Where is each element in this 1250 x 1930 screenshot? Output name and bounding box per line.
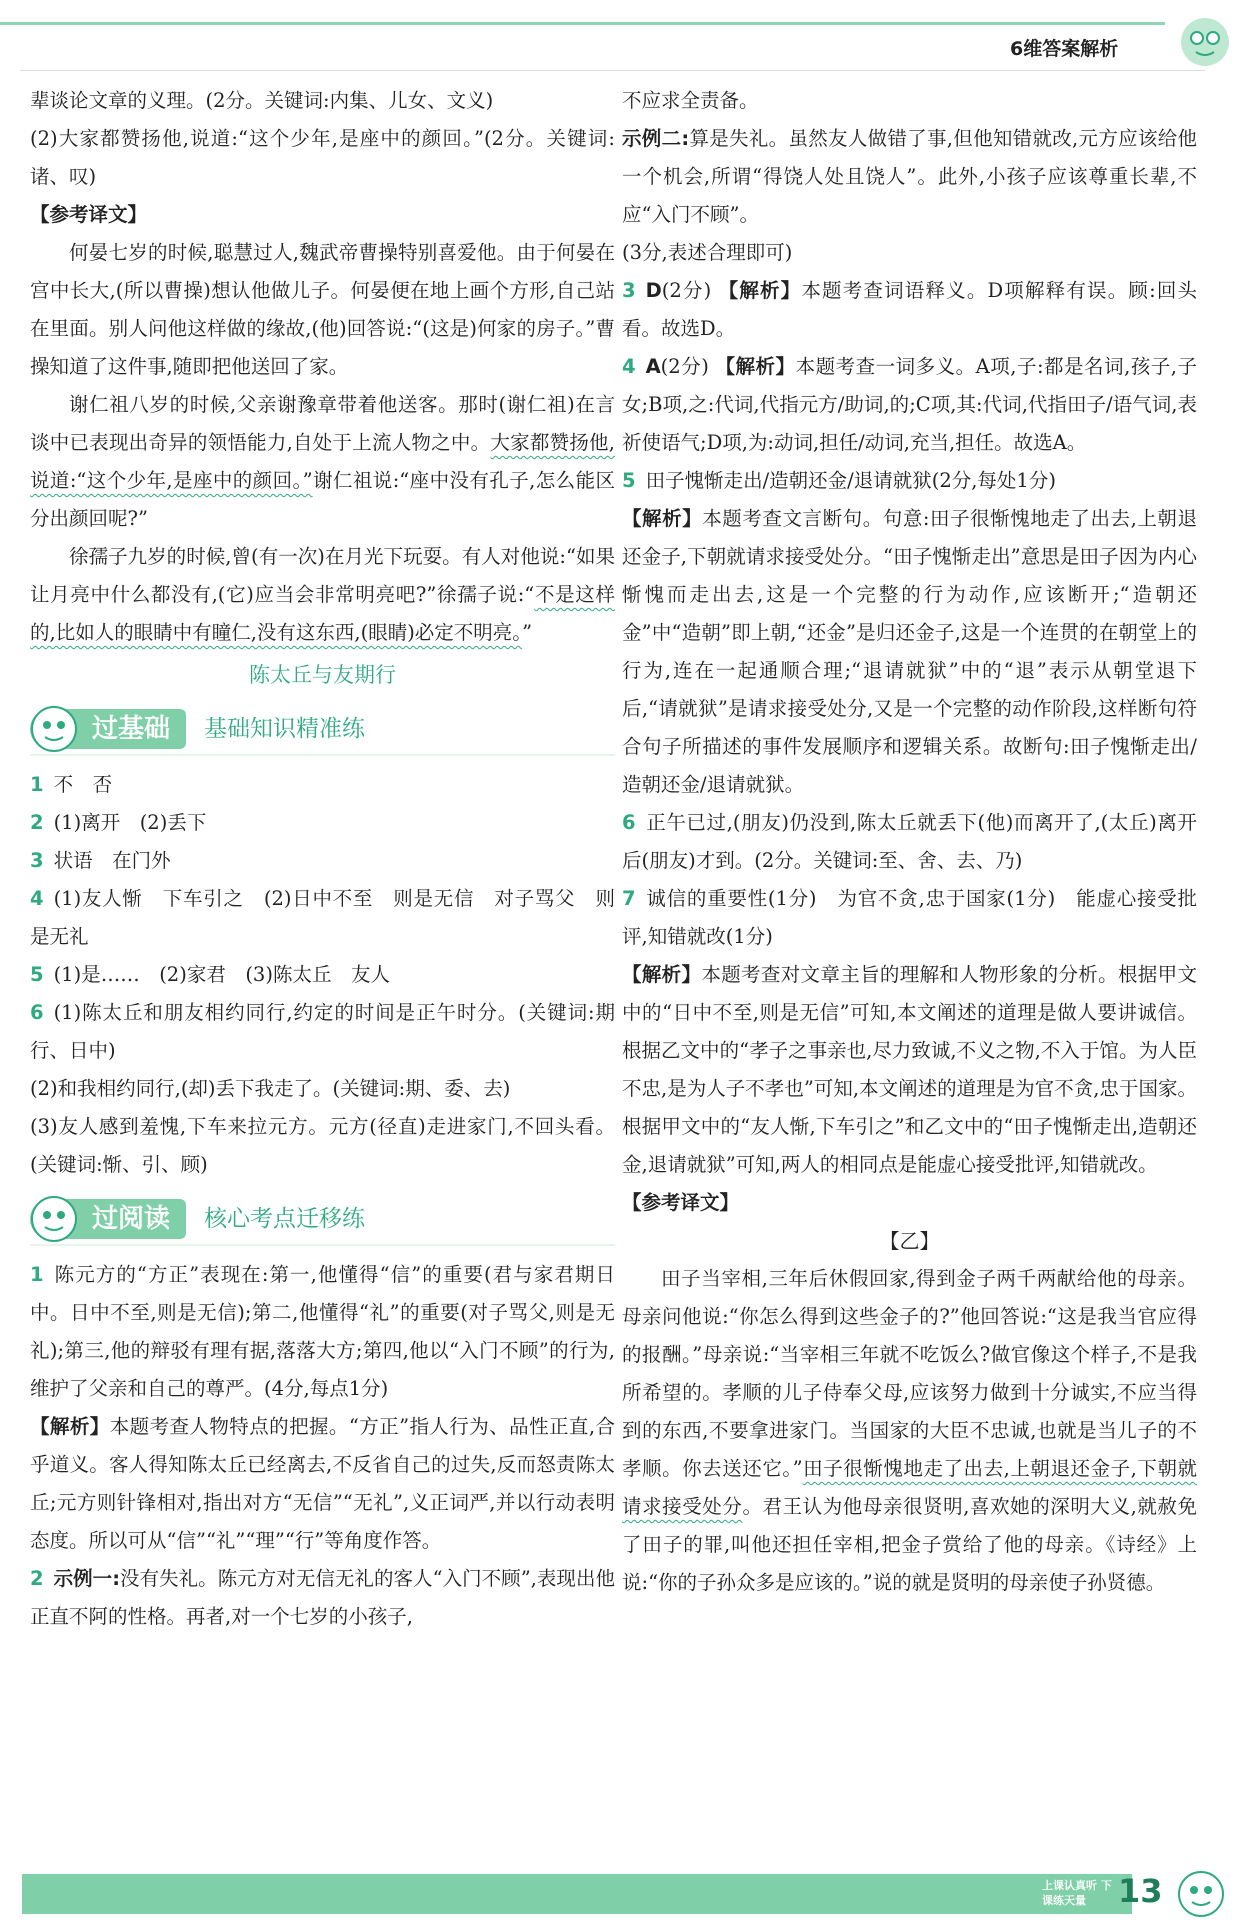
header-bar <box>0 22 1165 25</box>
underlined-text: 田子很惭愧地走了出去,上朝退还金子,下朝就请求接受处分 <box>622 1457 1197 1518</box>
text-span: 田子当宰相,三年后休假回家,得到金子两千两献给他的母亲。母亲问他说:“你怎么得到这些金子的?”他回答说:“这是我当官应得的报酬。”母亲说:“当宰相三年就不吃饭么?做官像这个样子,不是我所希望的。孝顺的儿子侍奉父母,应该努力做到十分诚实,不应当得到的东西,不要拿进家门。当国家的大臣不忠诚,也就是当儿子的不孝顺。你去送还它。” <box>622 1267 1197 1480</box>
answer-item <box>30 994 615 1070</box>
score: (2分) <box>661 279 712 302</box>
item-number: 4 <box>30 887 44 910</box>
answer-item <box>30 1560 615 1636</box>
item-number: 1 <box>30 773 44 796</box>
text-span: 谢仁祖八岁的时候,父亲谢豫章带着他送客。那时(谢仁祖)在言谈中已表现出奇异的领悟能力,自处于上流人物之中。 <box>30 393 615 454</box>
analysis-text: 本题考查一词多义。A项,子:都是名词,孩子,子女;B项,之:代词,代指元方/助词,的;C项,其:代词,代指田子/语气词,表祈使语气;D项,为:动词,担任/动词,充当,担任。故选A。 <box>622 355 1198 454</box>
answer-text: 正午已过,(朋友)仍没到,陈太丘就丢下(他)而离开了,(太丘)离开后(朋友)才到。(2分。关键词:至、舍、去、乃) <box>622 811 1197 872</box>
answer-text: 算是失礼。虽然友人做错了事,但他知错就改,元方应该给他一个机会,所谓“得饶人处且饶人”。此外,小孩子应该尊重长辈,不应“入门不顾”。 <box>622 127 1197 226</box>
analysis-text: 本题考查对文章主旨的理解和人物形象的分析。根据甲文中的“日中不至,则是无信”可知,本文阐述的道理是做人要讲诚信。根据乙文中的“孝子之事亲也,尽力致诚,不义之物,不入于馆。为人臣不忠,是为人子不孝也”可知,本文阐述的道理是为官不贪,忠于国家。根据甲文中的“友人惭,下车引之”和乙文中的“田子愧惭走出,造朝还金,退请就狱”可知,两人的相同点是能虚心接受批评,知错就改。 <box>622 963 1197 1176</box>
text-line: (2)和我相约同行,(却)丢下我走了。(关键词:期、委、去) <box>30 1077 511 1100</box>
section-banner-basic <box>30 706 615 752</box>
answer-choice: A <box>645 355 661 378</box>
analysis-label: 【解析】 <box>715 355 796 378</box>
mascot-icon <box>1170 1866 1232 1921</box>
answer-item <box>622 880 1197 956</box>
answer-item <box>30 880 615 956</box>
item-number: 6 <box>30 1001 44 1024</box>
answer-text: 不 否 <box>53 773 113 796</box>
page-number: 13 <box>1118 1872 1163 1910</box>
underlined-text: 大家都赞扬他,说道:“这个少年,是座中的颜回。” <box>30 431 615 492</box>
banner-rule <box>30 754 615 756</box>
analysis-label: 【解析】 <box>622 963 702 986</box>
item-number: 5 <box>30 963 44 986</box>
underlined-text: 不是这样的,比如人的眼睛中有瞳仁,没有这东西,(眼睛)必定不明亮。 <box>30 583 615 644</box>
analysis <box>30 1408 615 1560</box>
banner-subtitle: 核心考点迁移练 <box>204 1206 366 1232</box>
translation-paragraph <box>30 386 615 538</box>
answer-text: 状语 在门外 <box>53 849 171 872</box>
item-number: 2 <box>30 811 44 834</box>
example-label: 示例一: <box>53 1567 121 1590</box>
cartoon-face-icon <box>26 703 82 755</box>
answer-text: 没有失礼。陈元方对无信无礼的客人“入门不顾”,表现出他正直不阿的性格。再者,对一个七岁的小孩子, <box>30 1567 615 1628</box>
text-line: (3)友人感到羞愧,下车来拉元方。元方(径直)走进家门,不回头看。(关键词:惭、引、顾) <box>30 1115 615 1176</box>
answer-text: 诚信的重要性(1分) 为官不贪,忠于国家(1分) 能虚心接受批评,知错就改(1分) <box>622 887 1197 948</box>
answer-text: 陈元方的“方正”表现在:第一,他懂得“信”的重要(君与家君期日中。日中不至,则是无信);第二,他懂得“礼”的重要(对子骂父,则是无礼);第三,他的辩驳有理有据,落落大方;第四,他以“入门不顾”的行为,维护了父亲和自己的尊严。(4分,每点1分) <box>30 1263 615 1400</box>
answer-item <box>30 766 615 804</box>
item-number: 3 <box>30 849 44 872</box>
banner-text: 过阅读 <box>92 1204 171 1234</box>
example-label: 示例二: <box>622 127 690 150</box>
example-block <box>622 120 1197 234</box>
section-label: 【参考译文】 <box>622 1191 740 1214</box>
answer-choice: D <box>645 279 662 302</box>
section-banner-reading <box>30 1196 615 1242</box>
left-column <box>30 82 615 1636</box>
item-number: 6 <box>622 811 636 834</box>
banner-subtitle: 基础知识精准练 <box>204 716 366 742</box>
answer-item <box>622 804 1197 880</box>
analysis <box>622 500 1197 804</box>
section-label: 【参考译文】 <box>30 203 148 226</box>
answer-text: (1)陈太丘和朋友相约同行,约定的时间是正午时分。(关键词:期行、日中) <box>30 1001 615 1062</box>
text-line: 不应求全责备。 <box>622 89 759 112</box>
text-span: 。君王认为他母亲很贤明,喜欢她的深明大义,就赦免了田子的罪,叫他还担任宰相,把金子赏给了他的母亲。《诗经》上说:“你的子孙众多是应该的。”说的就是贤明的母亲使子孙贤德。 <box>622 1495 1197 1594</box>
answer-item <box>30 956 615 994</box>
footer-bar <box>22 1874 1132 1914</box>
answer-text: (1)友人惭 下车引之 (2)日中不至 则是无信 对子骂父 则是无礼 <box>30 887 615 948</box>
answer-text: 田子愧惭走出/造朝还金/退请就狱(2分,每处1分) <box>645 469 1056 492</box>
analysis-label: 【解析】 <box>30 1415 110 1438</box>
item-number: 7 <box>622 887 636 910</box>
item-number: 5 <box>622 469 636 492</box>
banner-label <box>30 1199 186 1239</box>
banner-label <box>30 709 186 749</box>
text-span: 谢仁祖说:“座中没有孔子,怎么能区分出颜回呢?” <box>30 469 615 530</box>
footer-slogan: 上课认真听 下课练天量 <box>1042 1879 1112 1907</box>
analysis-label: 【解析】 <box>622 507 703 530</box>
answer-item <box>622 272 1197 348</box>
answer-item <box>622 348 1197 462</box>
translation-paragraph: 何晏七岁的时候,聪慧过人,魏武帝曹操特别喜爱他。由于何晏在宫中长大,(所以曹操)想认他做儿子。何晏便在地上画个方形,自己站在里面。别人问他这样做的缘故,(他)回答说:“(这是)何家的房子。”曹操知道了这件事,随即把他送回了家。 <box>30 241 615 378</box>
text-span: ” <box>522 621 533 644</box>
text-line: (2)大家都赞扬他,说道:“这个少年,是座中的颜回。”(2分。关键词:诸、叹) <box>30 127 615 188</box>
translation-paragraph <box>30 538 615 652</box>
banner-text: 过基础 <box>92 714 171 744</box>
text-span: 徐孺子九岁的时候,曾(有一次)在月光下玩耍。有人对他说:“如果让月亮中什么都没有,(它)应当会非常明亮吧?”徐孺子说:“ <box>30 545 615 606</box>
answer-text: (1)离开 (2)丢下 <box>53 811 207 834</box>
score: (2分) <box>660 355 709 378</box>
answer-item <box>30 842 615 880</box>
item-number: 4 <box>622 355 636 378</box>
analysis-text: 本题考查人物特点的把握。“方正”指人行为、品性正直,合乎道义。客人得知陈太丘已经离去,不反省自己的过失,反而怒责陈太丘;元方则针锋相对,指出对方“无信”“无礼”,义正词严,并以行动表明态度。所以可从“信”“礼”“理”“行”等角度作答。 <box>30 1415 615 1552</box>
passage-title: 【乙】 <box>879 1229 940 1253</box>
cartoon-face-icon <box>26 1193 82 1245</box>
right-column <box>622 82 1197 1602</box>
analysis <box>622 956 1197 1184</box>
answer-item <box>30 804 615 842</box>
banner-rule <box>30 1244 615 1246</box>
text-line: (3分,表述合理即可) <box>622 241 793 264</box>
answer-item <box>622 462 1197 500</box>
item-number: 2 <box>30 1567 44 1590</box>
item-number: 1 <box>30 1263 44 1286</box>
mascot-icon <box>1170 10 1240 70</box>
header-divider <box>20 70 1205 71</box>
text-line: 辈谈论文章的义理。(2分。关键词:内集、儿女、文义) <box>30 89 494 112</box>
translation-paragraph <box>622 1260 1197 1602</box>
header-title: 6维答案解析 <box>1010 38 1119 60</box>
answer-text: (1)是…… (2)家君 (3)陈太丘 友人 <box>53 963 390 986</box>
item-number: 3 <box>622 279 636 302</box>
analysis-text: 本题考查文言断句。句意:田子很惭愧地走了出去,上朝退还金子,下朝就请求接受处分。“田子愧惭走出”意思是田子因为内心惭愧而走出去,这是一个完整的行为动作,应该断开;“造朝还金”中“造朝”即上朝,“还金”是归还金子,这是一个连贯的在朝堂上的行为,连在一起通顺合理;“退请就狱”中的“退”表示从朝堂退下后,“请就狱”是请求接受处分,又是一个完整的动作阶段,这样断句符合句子所描述的事件发展顺序和逻辑关系。故断句:田子愧惭走出/造朝还金/退请就狱。 <box>622 507 1197 796</box>
answer-item <box>30 1256 615 1408</box>
analysis-text: 本题考查词语释义。D项解释有误。顾:回头看。故选D。 <box>622 279 1197 340</box>
story-title: 陈太丘与友期行 <box>249 663 396 687</box>
analysis-label: 【解析】 <box>718 279 802 302</box>
